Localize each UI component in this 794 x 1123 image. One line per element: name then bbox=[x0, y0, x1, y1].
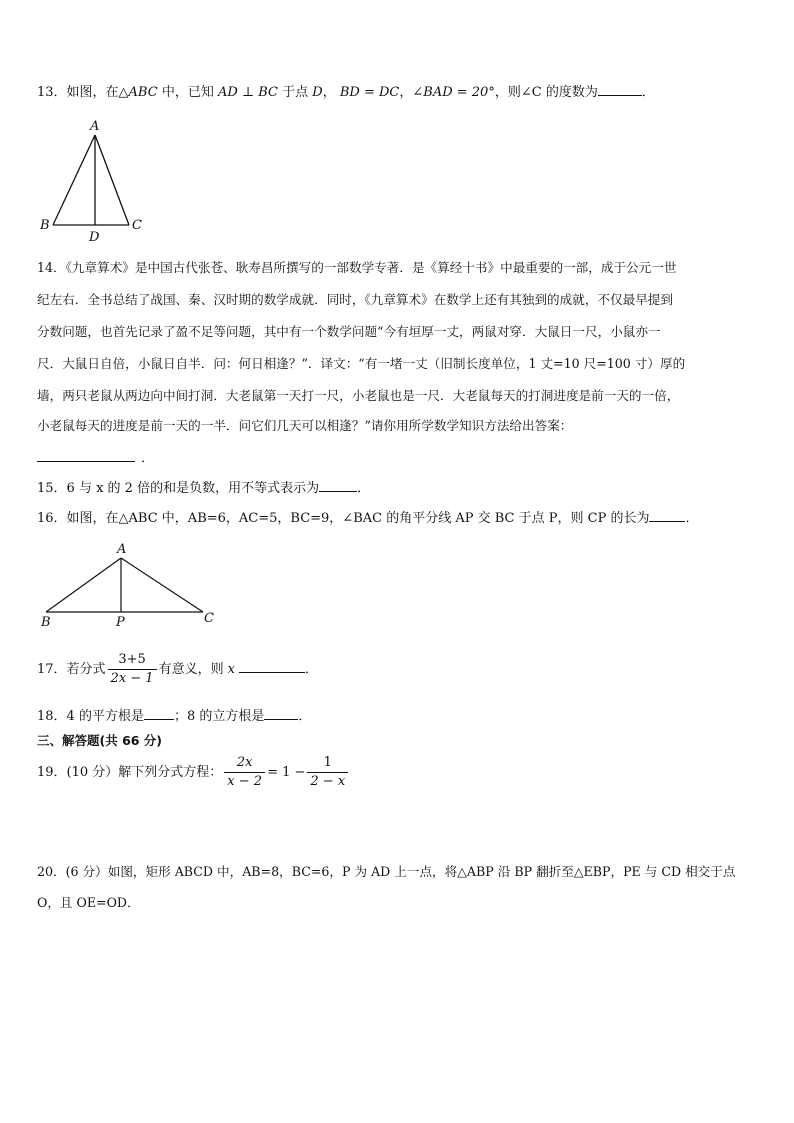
q15-answer-blank[interactable] bbox=[319, 479, 357, 492]
q16-label-c: C bbox=[204, 611, 214, 626]
q16-end: ． bbox=[685, 511, 699, 526]
q19-left-denominator: x − 2 bbox=[227, 774, 263, 789]
q19-right-numerator: 1 bbox=[307, 754, 348, 773]
question-14-answer-line bbox=[37, 449, 154, 468]
question-14-line6: 小老鼠每天的进度是前一天的一半．问它们几天可以相逢？”请你用所学数学知识方法给出答案： bbox=[37, 418, 573, 433]
q13-triangle-figure bbox=[36, 115, 146, 245]
q16-answer-blank[interactable] bbox=[649, 509, 685, 522]
q13-triangle-name: ABC bbox=[128, 85, 158, 100]
question-14-line4: 尺．大鼠日自倍，小鼠日自半．问：何日相逢？”．译文：“有一堵一丈（旧制长度单位，1 丈=10 尺=100 寸）厚的 bbox=[37, 356, 686, 371]
question-17 bbox=[37, 650, 318, 690]
q14-end: ． bbox=[141, 451, 155, 466]
question-14-line3: 分数问题，也首先记录了盈不足等问题，其中有一个数学问题“今有垣厚一丈，两鼠对穿．大鼠日一尺，小鼠亦一 bbox=[37, 324, 661, 339]
q18-part1: 18．4 的平方根是 bbox=[37, 709, 144, 724]
q13-angle: ∠BAD = 20° bbox=[412, 85, 495, 100]
q16-side-ac bbox=[121, 558, 203, 612]
q17-mid: 有意义，则 bbox=[158, 662, 224, 677]
question-15 bbox=[37, 479, 370, 498]
q13-point-d: D bbox=[312, 85, 323, 100]
q18-end: ． bbox=[298, 709, 312, 724]
question-13 bbox=[37, 83, 655, 102]
q19-right-fraction bbox=[307, 754, 348, 791]
q15-text: 15．6 与 x 的 2 倍的和是负数，用不等式表示为 bbox=[37, 481, 320, 496]
q18-part2: ；8 的立方根是 bbox=[173, 709, 265, 724]
q17-answer-blank[interactable] bbox=[239, 660, 305, 673]
q19-equals: = 1 − bbox=[267, 765, 306, 780]
q13-label-c: C bbox=[132, 218, 142, 233]
question-14-line2: 纪左右．全书总结了战国、秦、汉时期的数学成就．同时，《九章算术》在数学上还有其独到的成就，不仅最早提到 bbox=[37, 292, 673, 307]
q17-end: ． bbox=[304, 662, 318, 677]
q13-text3: ， bbox=[322, 85, 340, 100]
q13-label-b: B bbox=[40, 218, 50, 233]
q13-label-d: D bbox=[89, 230, 100, 245]
q17-variable: x bbox=[227, 662, 235, 677]
q14-answer-blank[interactable] bbox=[37, 449, 135, 462]
q13-side-ac bbox=[95, 135, 129, 225]
q16-side-ab bbox=[46, 558, 121, 612]
q17-numerator: 3+5 bbox=[108, 651, 157, 670]
question-20-line2: O，且 OE=OD． bbox=[37, 895, 140, 910]
q13-answer-blank[interactable] bbox=[598, 83, 642, 96]
section-heading-3: 三、解答题(共 66 分) bbox=[37, 733, 163, 748]
q16-label-a: A bbox=[117, 542, 127, 557]
question-19 bbox=[37, 753, 350, 793]
q17-denominator: 2x − 1 bbox=[110, 671, 154, 686]
q13-end: ． bbox=[641, 85, 655, 100]
q18-blank2[interactable] bbox=[264, 707, 298, 720]
q18-blank1[interactable] bbox=[144, 707, 174, 720]
question-16 bbox=[37, 509, 698, 528]
question-14-line5: 墙，两只老鼠从两边向中间打洞．大老鼠第一天打一尺，小老鼠也是一尺．大老鼠每天的打洞进度是前一天的一倍， bbox=[37, 388, 680, 403]
q13-condition: AD ⊥ BC bbox=[217, 85, 278, 100]
question-14-line1: 14．《九章算术》是中国古代张苍、耿寿昌所撰写的一部数学专著．是《算经十书》中最重要的一部，成于公元一世 bbox=[37, 260, 677, 275]
q15-end: ． bbox=[357, 481, 371, 496]
q13-label-a: A bbox=[90, 119, 100, 134]
question-18 bbox=[37, 707, 311, 726]
q16-label-b: B bbox=[41, 615, 51, 630]
q13-equality: BD = DC bbox=[339, 85, 400, 100]
q19-left-fraction bbox=[224, 754, 265, 791]
q16-triangle-figure bbox=[36, 538, 226, 630]
q17-fraction bbox=[108, 651, 157, 688]
q13-side-ab bbox=[53, 135, 95, 225]
q19-left-numerator: 2x bbox=[224, 754, 265, 773]
q13-prefix: 13．如图，在△ bbox=[37, 85, 129, 100]
q13-text2: 于点 bbox=[278, 85, 313, 100]
q13-suffix: ，则∠C 的度数为 bbox=[494, 85, 598, 100]
question-20-line1: 20．(6 分）如图，矩形 ABCD 中，AB=8，BC=6，P 为 AD 上一点，将△ABP 沿 BP 翻折至△EBP，PE 与 CD 相交于点 bbox=[37, 864, 736, 879]
q16-label-p: P bbox=[116, 615, 125, 630]
q13-text4: ， bbox=[399, 85, 413, 100]
q19-right-denominator: 2 − x bbox=[310, 774, 346, 789]
q17-prefix: 17．若分式 bbox=[37, 662, 106, 677]
q16-text: 16．如图，在△ABC 中，AB=6，AC=5，BC=9，∠BAC 的角平分线 AP 交 BC 于点 P，则 CP 的长为 bbox=[37, 511, 650, 526]
q19-prefix: 19．(10 分）解下列分式方程： bbox=[37, 765, 223, 780]
q13-text: 中，已知 bbox=[157, 85, 218, 100]
